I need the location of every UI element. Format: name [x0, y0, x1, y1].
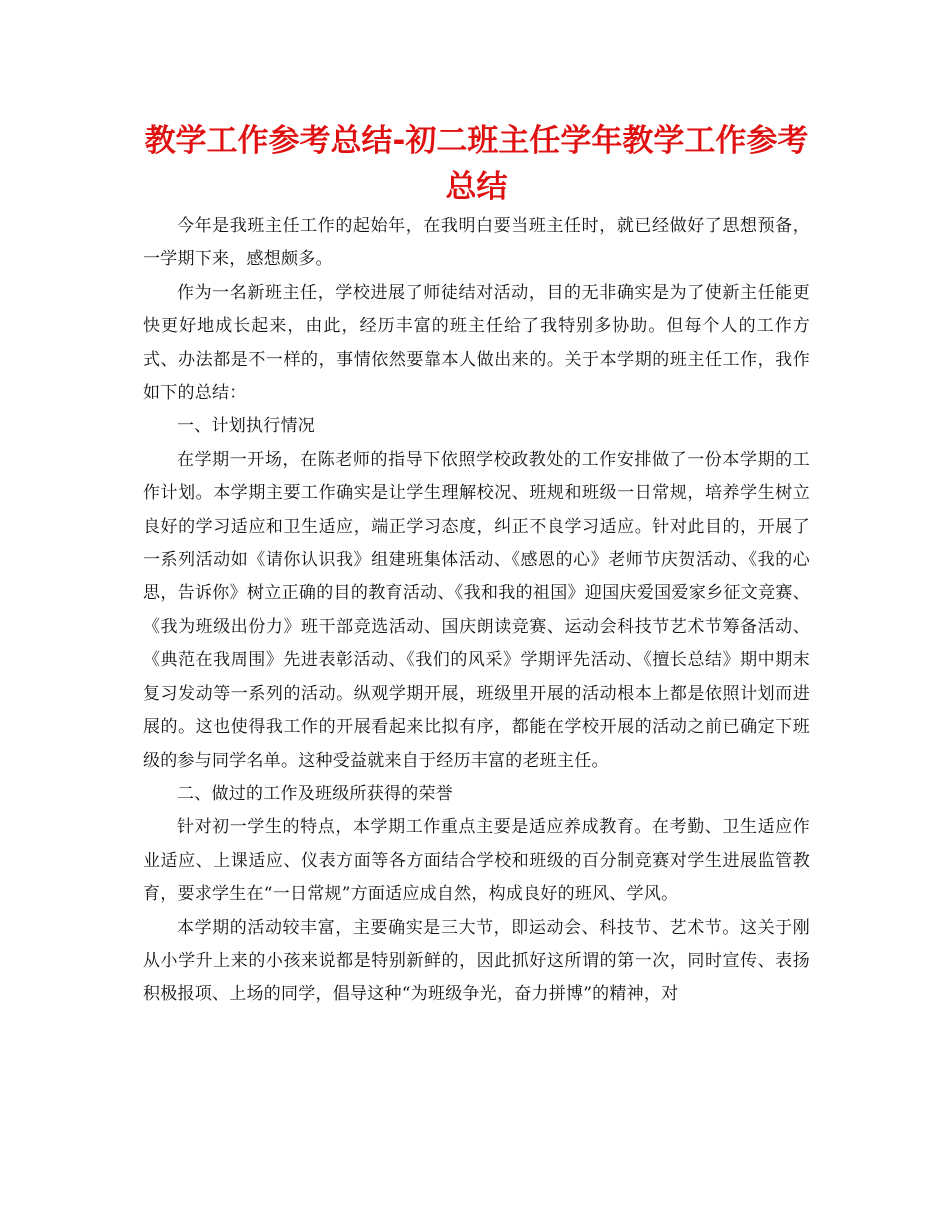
document-page — [143, 118, 810, 1012]
section-heading-work-and-honors: 二、做过的工作及班级所获得的荣誉 — [177, 783, 453, 804]
paragraph-intro: 今年是我班主任工作的起始年，在我明白要当班主任时，就已经做好了思想预备，一学期下来，感想颇多。 — [143, 216, 810, 270]
document-title: 教学工作参考总结-初二班主任学年教学工作参考总结 — [144, 123, 809, 205]
paragraph-activities: 本学期的活动较丰富，主要确实是三大节，即运动会、科技节、艺术节。这关于刚从小学升上来的小孩来说都是特别新鲜的，因此抓好这所谓的第一次，同时宣传、表扬积极报项、上场的同学，倡导这种“为班级争光，奋力拼博”的精神，对 — [143, 917, 810, 1005]
paragraph-plan-execution: 在学期一开场，在陈老师的指导下依照学校政教处的工作安排做了一份本学期的工作计划。本学期主要工作确实是让学生理解校况、班规和班级一日常规，培养学生树立良好的学习适应和卫生适应，端正学习态度，纠正不良学习适应。针对此目的，开展了一系列活动如《请你认识我》组建班集体活动、《感恩的心》老师节庆贺活动、《我的心思，告诉你》树立正确的目的教育活动、《我和我的祖国》迎国庆爱国爱家乡征文竞赛、《我为班级出份力》班干部竞选活动、国庆朗读竞赛、运动会科技节艺术节筹备活动、《典范在我周围》先进表彰活动、《我们的风采》学期评先活动、《擅长总结》期中期末复习发动等一系列的活动。纵观学期开展，班级里开展的活动根本上都是依照计划而进展的。这也使得我工作的开展看起来比拟有序，都能在学校开展的活动之前已确定下班级的参与同学名单。这种受益就来自于经历丰富的老班主任。 — [143, 449, 810, 771]
paragraph-mentorship: 作为一名新班主任，学校进展了师徒结对活动，目的无非确实是为了使新主任能更快更好地成长起来，由此，经历丰富的班主任给了我特别多协助。但每个人的工作方式、办法都是不一样的，事情依然要靠本人做出来的。关于本学期的班主任工作，我作如下的总结： — [143, 282, 810, 404]
document-body — [143, 210, 810, 1012]
paragraph-habit-education: 针对初一学生的特点，本学期工作重点主要是适应养成教育。在考勤、卫生适应作业适应、上课适应、仪表方面等各方面结合学校和班级的百分制竞赛对学生进展监管教育，要求学生在“一日常规”方面适应成自然，构成良好的班风、学风。 — [143, 817, 810, 905]
section-heading-plan-execution: 一、计划执行情况 — [177, 416, 315, 437]
